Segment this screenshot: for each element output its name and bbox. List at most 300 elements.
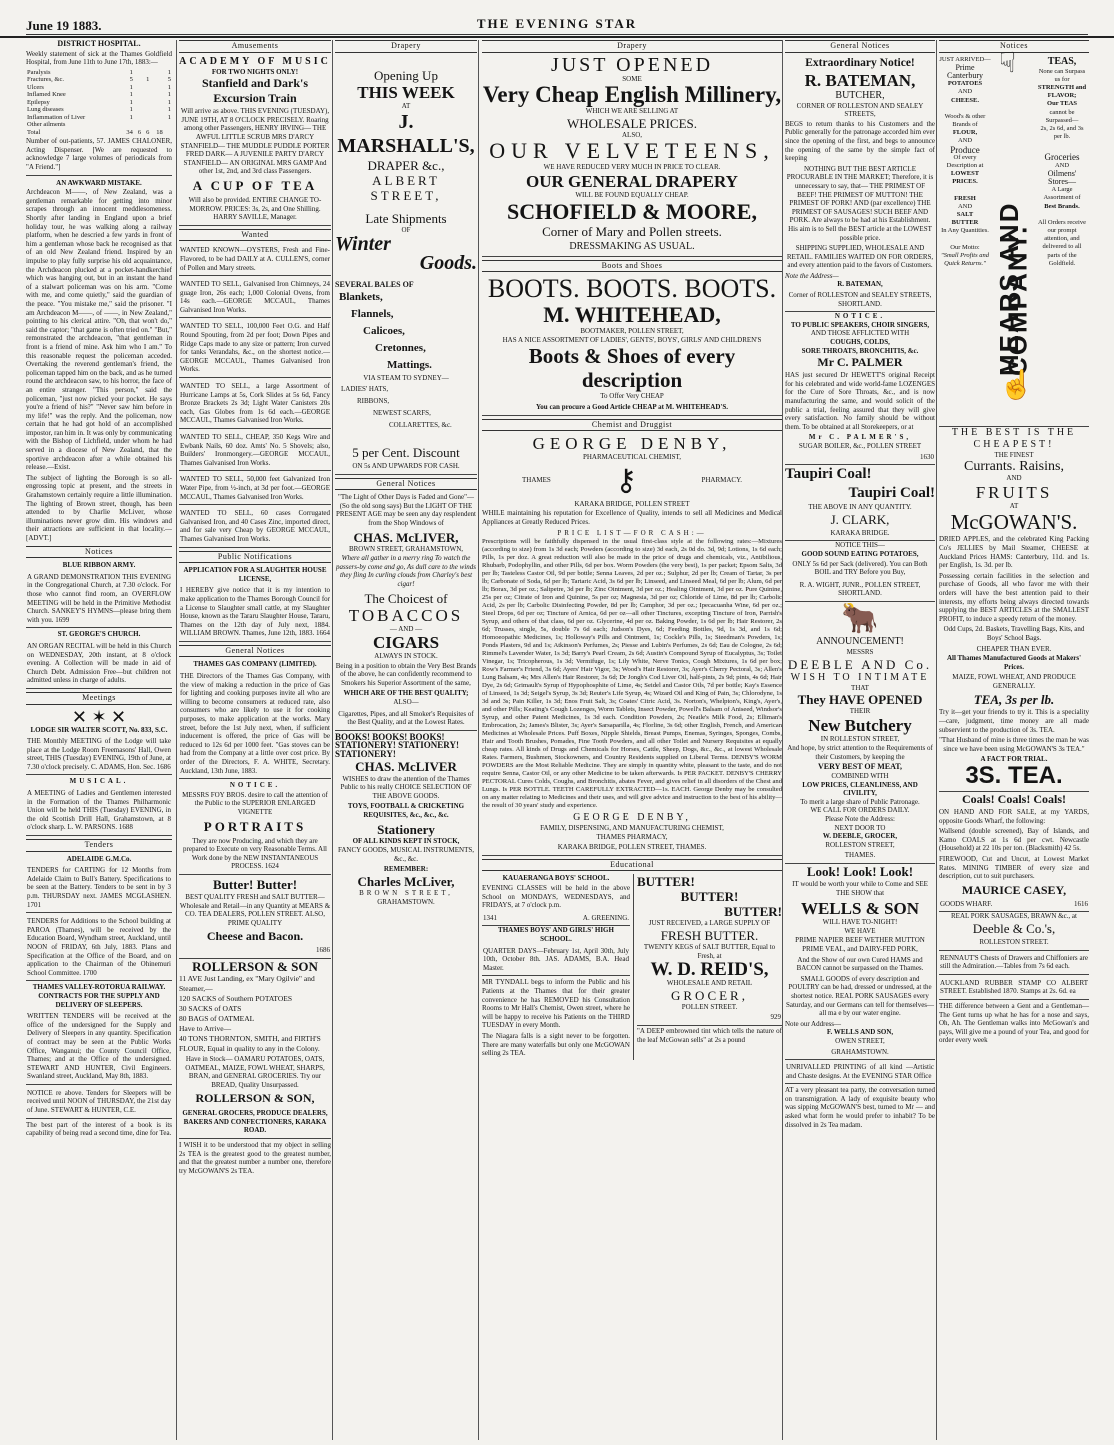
ad-number: 1630 xyxy=(785,451,935,466)
ad-line: TWENTY KEGS of SALT BUTTER, Equal to Fresh, at xyxy=(643,943,776,960)
ad-headline: J. MARSHALL'S, xyxy=(337,111,475,158)
count-cell xyxy=(150,84,163,92)
ad-line: COUGHS, COLDS, xyxy=(830,338,890,347)
count-cell: 5 xyxy=(129,76,133,84)
ad-line: Note the Address— xyxy=(785,271,839,280)
disease-cell: Ulcers xyxy=(27,83,44,91)
wanted-ad: WANTED TO SELL, 100,000 Feet O.G. and Half Round Spouting, from 2d per foot; Down Pipes and Ridge Caps made to any size or pattern; Iron curved for tanks Verandahs, &c., on the shortest notice.—GEORGE MCCAUL, Thames Galvanised Iron Works. xyxy=(179,320,331,378)
ad-line: AND xyxy=(957,202,973,210)
stock-list xyxy=(179,974,331,1054)
ad-line: BUTCHER, xyxy=(835,89,885,101)
mears-ad xyxy=(939,47,1089,427)
count-cell xyxy=(150,114,163,122)
ad-line: POTATOES xyxy=(947,80,983,88)
ad-headline: J. CLARK, xyxy=(830,511,890,527)
ad-line: W. DEEBLE, GROCER, xyxy=(822,832,898,841)
ad-headline: BOOTS. BOOTS. BOOTS. xyxy=(487,274,777,304)
disease-cell: Other ailments xyxy=(27,121,66,129)
ad-number: 1616 xyxy=(1074,899,1088,908)
ad-line: WE CALL FOR ORDERS DAILY. xyxy=(810,806,910,815)
ad-body: UNRIVALLED PRINTING of all kind —Artistic and Chaste designs. At the EVENING STAR Office xyxy=(785,1061,935,1084)
ad-line: AND xyxy=(957,137,973,145)
ad-body: RENNAUT'S Chests of Drawers and Chiffoniers are still the Admiration.—Tables from 7s 6d each. xyxy=(939,952,1089,975)
ad-body: FIREWOOD, Cut and Uncut, at Lowest Market Rates. MINING TIMBER of every size and description, cut to suit purchasers. xyxy=(939,855,1089,881)
notice-body: A MEETING of Ladies and Gentlemen interested in the Formation of the Thames Philharmonic Union will be held THIS (Tuesday) EVENING, in the old Scottish Drill Hall, Grahamstown, at 8 o'clock sharp. L. W. PARSONS. 1688 xyxy=(26,787,172,836)
school-sign xyxy=(482,912,630,927)
ad-line: 2s, 2s 6d, and 3s per lb. xyxy=(1040,125,1084,141)
ad-headline: Excursion Train xyxy=(213,91,297,106)
ad-line: Corner of Mary and Pollen streets. xyxy=(542,223,722,239)
filler-text: THE difference between a Gent and a Gentleman—The Gent turns up what he has for a nose and says, Oh, Ah. The Gentleman walks into McGowan's and pays, Will give me a pound of your Tea, and good for order every week xyxy=(939,1001,1089,1045)
ad-headline: CIGARS xyxy=(372,633,440,653)
filler-text: I WISH it to be understood that my object in selling 2s TEA is the greatest good to the greatest number, and that the greatest number a number one, therefore try McGOWAN'S 2s TEA. xyxy=(179,1141,331,1175)
table-row xyxy=(26,114,172,122)
ad-headline: R. BATEMAN, xyxy=(804,70,916,90)
ad-headline: OUR GENERAL DRAPERY xyxy=(526,171,738,191)
ad-body: Being in a position to obtain the Very Best Brands of the above, he can confidently recommend to Smokers his Superior Assortment of the same, xyxy=(335,661,477,687)
ad-headline: STATIONERY! STATIONERY! STATIONERY! xyxy=(335,740,459,760)
tender-subtitle: CONTRACTS FOR THE SUPPLY AND DELIVERY OF SLEEPERS. xyxy=(38,991,160,1009)
ad-line: DRESSMAKING AS USUAL. xyxy=(482,239,782,257)
count-cell: 1 xyxy=(129,113,133,121)
ad-number: 1341 xyxy=(483,913,497,922)
ad-line: R. A. WIGHT, JUNR., POLLEN STREET, SHORTLAND. xyxy=(785,579,935,602)
ad-line: FLAVOR; xyxy=(1047,92,1077,100)
count-cell: 1 xyxy=(146,76,150,84)
ad-body: All Thames Manufactured Goods at Makers' Prices. xyxy=(946,654,1082,671)
filler-text: AT a very pleasant tea party, the conversation turned on transmigration. A lady of exquisite beauty who was sipping McGOWAN'S best, turned to Mr — and asked what form he would prefer to inhabit? To be dissolved in 2s Tea madam. xyxy=(785,1086,935,1129)
ad-line: NOTICE THIS— xyxy=(835,541,885,550)
ad-headline: Taupiri Coal! xyxy=(848,485,935,502)
notice-body: AN ORGAN RECITAL will be held in this Church on WEDNESDAY, 20th instant, at 8 o'clock evening. A Collection will be made in aid of Church Debt. Admission Free—but children not admitted unless in charge of adults. xyxy=(26,640,172,689)
ad-line: JUST ARRIVED— xyxy=(939,55,991,63)
ad-body: Where all gather in a merry ring To watch the passers-by come and go, As dull care to the winds they fling In curling clouds from Charley's best cigar! xyxy=(336,554,476,588)
school-title: KAUAERANGA BOYS' SCHOOL. xyxy=(502,874,610,883)
ad-body: DRIED APPLES, and the celebrated King Packing Co's JELLIES by Mail Steamer, CHEESE at Auckland Prices HAMS: Canterbury, 11d. and 1s. per English, 1s. 3d. per lb. xyxy=(939,535,1089,570)
count-cell xyxy=(142,69,150,77)
ad-headline: BUTTER! xyxy=(637,874,695,890)
ad-line: GRAHAMSTOWN. xyxy=(785,1046,935,1061)
ad-line: TO PUBLIC SPEAKERS, CHOIR SINGERS, xyxy=(790,320,930,329)
ad-line: LOW PRICES, CLEANLINESS, AND CIVILITY, xyxy=(802,780,918,798)
disease-cell: Fractures, &c. xyxy=(27,76,65,84)
ad-number: 1686 xyxy=(179,944,331,959)
count-cell xyxy=(142,84,150,92)
ad-headline: FRUITS xyxy=(975,482,1053,502)
count-cell: 1 xyxy=(129,106,133,114)
ad-line: NEXT DOOR TO xyxy=(834,823,886,832)
ad-line: MESSRS xyxy=(846,647,874,656)
ad-line: VIA STEAM TO SYDNEY— xyxy=(363,374,449,383)
ad-headline: Stanfield and Dark's xyxy=(201,76,309,91)
count-cell xyxy=(142,106,150,114)
lighting-paragraph: The subject of lighting the Borough is so all-engrossing topic at present, and the streets in Grahamstown certainly require a little illumination. The lighting of Brown street, though, has been attended to by Charlie McLiver, whose illuminations never grow dim. His windows and their attractions are sufficient in that locality.—[ADVT.] xyxy=(26,473,172,542)
pharmacy-row xyxy=(482,462,782,500)
ad-line: AT xyxy=(401,101,411,110)
ad-line: A. GREENING. xyxy=(582,913,629,922)
ad-headline: CHAS. McLIVER, xyxy=(353,529,459,545)
hand-pointer-icon: ☝ xyxy=(999,369,1034,401)
count-cell xyxy=(142,114,150,122)
section-header-general: General Notices xyxy=(785,40,935,53)
ad-line: SALT xyxy=(956,211,974,219)
table-row xyxy=(26,84,172,92)
ad-line: CHEAPER THAN EVER. xyxy=(976,644,1052,653)
ad-line: FRESH xyxy=(954,194,976,202)
masthead xyxy=(0,0,1114,38)
divider xyxy=(26,175,172,176)
ad-body: Will arrive as above. THIS EVENING (TUESDAY), JUNE 19TH, AT 8 O'CLOCK PRECISELY. Roaring among other Passengers, HENRY IRVING— THE AWFUL LITTLE SCRUB MRS D'ARCY STANFIELD— THE MUDDLE PUDDLE PORTER FRED DARK— A JUVENILE PARTY D'ARCY STANFIELD— AN ORIGINAL MRS GAMP And other 1st, 2nd, and 3rd class Passengers. xyxy=(180,107,330,176)
count-cell xyxy=(164,121,172,129)
list-item: Calicoes, xyxy=(363,325,405,338)
hospital-title: DISTRICT HOSPITAL. xyxy=(57,40,141,48)
mears-title: MEARS AND COMPANY. xyxy=(994,201,1033,376)
ad-line: HAS A NICE ASSORTMENT OF LADIES', GENTS', BOYS', GIRLS' AND CHILDREN'S xyxy=(502,335,762,344)
list-item: RIBBONS, xyxy=(357,396,390,405)
ad-line: "Small Profits and Quick Returns." xyxy=(941,251,989,268)
section-header-tenders: Tenders xyxy=(26,839,172,852)
section-header-general: General Notices xyxy=(179,645,331,658)
disease-cell: Inflamed Knee xyxy=(27,91,66,99)
count-cell: 1 xyxy=(129,68,133,76)
table-row xyxy=(26,129,172,137)
ad-line: PRICE LIST—FOR CASH:— xyxy=(557,528,707,537)
count-cell xyxy=(121,121,134,129)
section-header-notices: Notices xyxy=(26,546,172,559)
ad-line: ALBERT STREET, xyxy=(370,173,442,204)
list-item: Cretonnes, xyxy=(375,342,426,355)
count-cell xyxy=(134,121,142,129)
ad-line: AND xyxy=(1006,474,1022,483)
ad-body: AUCKLAND RUBBER STAMP CO ALBERT STREET. Established 1870. Stamps at 2s. 6d. ea xyxy=(939,977,1089,1000)
section-header-meetings: Meetings xyxy=(26,692,172,705)
ad-headline: Taupiri Coal! xyxy=(785,466,872,483)
notice-body: I HEREBY give notice that it is my intention to make application to the Thames Borough Council for a License to Slaughter small cattle, at my Slaughter House, known as the Tararu Slaughter House, Tararu, Thames on the 12th day of July next, 1884. WILLIAM BROWN. Thames, June 12th, 1883. 1664 xyxy=(179,584,331,642)
ad-body: "That Husband of mine is three times the man he was since we have been using McGOWAN'S 3s TEA." xyxy=(939,736,1089,753)
ad-body: SMALL GOODS of every description and POULTRY can be had, dressed or undressed, at the shortest notice. REAL PORK SAUSAGES every Saturday, and our Germans can tell for themselves—all ma e by our water engine. xyxy=(785,974,935,1018)
ad-headline: The Choicest of xyxy=(364,590,448,606)
tender-title: ADELAIDE G.M.Co. xyxy=(66,854,132,863)
ad-headline: New Butchery xyxy=(808,715,912,735)
count-cell xyxy=(134,106,142,114)
ad-line: POLLEN STREET. xyxy=(681,1002,738,1011)
ad-line: AT xyxy=(1009,501,1019,510)
ad-line: CORNER OF ROLLESTON AND SEALEY STREETS, xyxy=(796,101,924,119)
ad-headline: OUR VELVETEENS, xyxy=(489,138,775,164)
ad-headline: TOBACCOS xyxy=(348,605,464,625)
ad-line: A FACT FOR TRIAL. xyxy=(980,755,1048,764)
disease-cell: Inflammation of Liver xyxy=(27,113,86,121)
list-item: 40 TONS THORNTON, SMITH, and FIRTH'S FLOUR, Equal in quality to any in the Colony. xyxy=(179,1033,321,1053)
count-cell: 6 xyxy=(146,128,150,136)
count-cell xyxy=(150,76,163,84)
ad-line: WE HAVE xyxy=(844,926,876,935)
list-item: COLLARETTES, &c. xyxy=(389,420,452,429)
column-3 xyxy=(332,40,479,1440)
column-2 xyxy=(176,40,333,1440)
ad-line: ON 5s AND UPWARDS FOR CASH. xyxy=(335,460,477,475)
ad-headline: Winter xyxy=(335,232,391,255)
count-cell xyxy=(150,121,163,129)
ad-headline: WHOLESALE PRICES. xyxy=(567,115,697,131)
lodge-title: LODGE SIR WALTER SCOTT, No. 833, S.C. xyxy=(30,725,168,734)
ad-line: THEIR xyxy=(849,707,871,716)
ad-headline: BUTTER! xyxy=(724,904,782,920)
school-body: MR TYNDALL begs to inform the Public and his Patients at the Thames that for their greater convenience he has REMOVED his Consultation Rooms to Mr Hall's Chemist, Owen street, where he will be happy to receive his Patients on the THIRD TUESDAY in every Month. xyxy=(482,978,630,1030)
lodge-body: THE Monthly MEETING of the Lodge will take place at the Lodge Room Freemasons' Hall, Owen street, THIS (Tuesday) EVENING, 19th of June, at 7.30 o'clock precisely. C. ADAMS, Hon. Sec. 1686 xyxy=(26,735,172,775)
ad-headline: Currants. Raisins, xyxy=(964,459,1064,475)
ad-headline: SCHOFIELD & MOORE, xyxy=(507,198,757,224)
ad-line: BROWN STREET, GRAHAMSTOWN, xyxy=(348,544,464,553)
ad-body: BEST QUALITY FRESH and SALT BUTTER—Wholesale and Retail—in any Quantity at MEARS & CO. TEA DEALERS, POLLEN STREET. ALSO, PRIME QUALITY xyxy=(179,892,331,927)
ad-headline: ROLLERSON & SON, xyxy=(195,1091,315,1106)
ad-line: BOOTMAKER, POLLEN STREET, xyxy=(580,327,684,336)
ad-headline: Deeble & Co.'s, xyxy=(972,920,1056,936)
ad-headline: ANNOUNCEMENT! xyxy=(816,635,904,647)
hospital-table xyxy=(26,69,172,137)
ad-body: "The Light of Other Days is Faded and Gone"— (So the old song says) But the LIGHT OF THE PRESENT AGE may be seen any day resplendent from the Shop Windows of xyxy=(335,493,477,527)
count-cell xyxy=(142,91,150,99)
ad-line: SORE THROATS, BRONCHITIS, &c. xyxy=(801,346,919,355)
hand-pointer-icon: ☟ xyxy=(999,47,1017,79)
section-header-notices: Notices xyxy=(939,40,1089,53)
notice-body: MESSRS FOY BROS. desire to call the attention of the Public to the SUPERIOR ENLARGED VIGNETTE xyxy=(182,790,328,816)
column-1 xyxy=(26,40,172,1440)
ad-line: THE FINEST xyxy=(994,450,1034,459)
list-item: Flannels, xyxy=(351,308,394,321)
ad-line: WISH TO INTIMATE xyxy=(790,671,930,683)
ad-line: AND xyxy=(1054,161,1070,169)
ad-line: THAMES. xyxy=(785,849,935,864)
count-cell: 18 xyxy=(156,128,163,136)
ad-line: Our TEAS xyxy=(1047,100,1077,108)
hat-list xyxy=(335,383,477,431)
ad-line: To Offer Very CHEAP xyxy=(600,392,664,401)
ad-line: BROWN STREET, xyxy=(359,888,453,897)
count-cell: 1 xyxy=(167,106,171,114)
notice-title: NOTICE. xyxy=(834,312,886,321)
ad-body: IT would be worth your while to Come and SEE THE SHOW that xyxy=(792,880,928,897)
count-cell xyxy=(150,99,163,107)
ad-number: 929 xyxy=(637,1011,782,1026)
ad-headline: GEORGE DENBY, xyxy=(532,434,732,454)
ad-headline: Goods. xyxy=(419,251,477,274)
ad-line: F. WELLS AND SON, xyxy=(826,1028,894,1037)
table-row xyxy=(26,91,172,99)
count-cell xyxy=(142,121,150,129)
notice-title: ST. GEORGE'S CHURCH. xyxy=(57,630,141,639)
ad-body: SHIPPING SUPPLIED, WHOLESALE AND RETAIL. FAMILIES WAITED ON FOR ORDERS, and every attention paid to the favors of Customers. xyxy=(786,244,934,270)
hospital-footnote: Number of out-patients, 57. JAMES CHALONER, Acting Dispenser. [We are requested to acknowledge 7 large volumes of periodicals from "A Friend."] xyxy=(26,137,172,172)
tender-body: TENDERS for Additions to the School building at PAROA (Thames), will be received by the Education Board, Wyndham street, Auckland, until NOON of FRIDAY, 6th July, 1883. Plans and Specification at the Office of the Board, and on application to the Chairman of the Ohinemuri School Committee. 1700 xyxy=(26,915,172,981)
notice-title: NOTICE. xyxy=(229,781,281,790)
ad-body: NOTHING BUT THE BEST ARTICLE PROCURABLE IN THE MARKET; Therefore, it is unnecessary to say, that— THE PRIMEST OF BEEF! THE PRIMEST OF MUTTON! THE PRIMEST OF PORK! AND (par excellence) THE PRIMEST OF SAUSAGES! SUCH BEEF AND PORK. Are always to be had at his Establishment. His aim is to Sell the BEST article at the LOWEST possible price. xyxy=(786,164,934,242)
ad-headline: M. WHITEHEAD, xyxy=(543,302,721,328)
count-cell: 1 xyxy=(167,83,171,91)
ad-line: Note our Address— xyxy=(785,1019,841,1028)
ad-line: THAMES xyxy=(522,476,551,485)
ad-headline: Extraordinary Notice! xyxy=(805,56,915,69)
newspaper-title: THE EVENING STAR xyxy=(476,16,638,31)
ad-headline: BUTTER! xyxy=(680,889,739,905)
ad-line: KARAKA BRIDGE, POLLEN STREET xyxy=(574,499,690,508)
list-item: Have to Arrive— xyxy=(179,1023,232,1033)
ad-sign xyxy=(939,898,1089,913)
ad-headline: 5 per Cent. Discount xyxy=(352,444,460,460)
ad-headline: Charles McLiver, xyxy=(357,873,455,889)
ad-headline: 3S. TEA. xyxy=(939,764,1089,792)
ad-line: Our Motto: xyxy=(950,243,980,251)
ad-headline: MAURICE CASEY, xyxy=(961,882,1067,897)
ad-line: OF xyxy=(401,226,411,235)
ad-line: GOODS WHARF. xyxy=(940,899,993,908)
article-title: AN AWKWARD MISTAKE. xyxy=(56,178,142,187)
ad-line: WHICH WE ARE SELLING AT xyxy=(585,107,679,116)
ad-body: Cigarettes, Pipes, and all Smoker's Requisites of the Best Quality, and at the Lowest Rates. xyxy=(335,708,477,731)
ad-body: ONLY 5s 6d per Sack (delivered). You can Both BOIL and TRY Before you Buy, xyxy=(792,559,928,577)
edu-right xyxy=(634,874,782,1059)
section-header-educational: Educational xyxy=(482,859,782,872)
table-row xyxy=(26,99,172,107)
notice-body: A GRAND DEMONSTRATION THIS EVENING in the Congregational Church, at 7.30 o'clock. For those who cannot find room, an OVERFLOW MEETING will be held in the Primitive Methodist Church. SANKEY'S HYMNS—please bring them with you. 1699 xyxy=(26,571,172,629)
school-body: EVENING CLASSES will be held in the above School on MONDAYS, WEDNESDAYS, and FRIDAYS, at 7 o'clock p.m. xyxy=(482,884,630,910)
count-cell xyxy=(134,84,142,92)
notice-body: THE Directors of the Thames Gas Company, with the view of making a reduction in the price of Gas for lighting and cooking purposes invite all who are willing to become consumers at reduced rate, also consumers who are likely to use it for cooking purposes, to make application at the works. Mary street, before the 1st July next, when, if sufficient inducement is offered, the price of Gas will be reduced to 12s 6d per 1000 feet. "Gas stoves can be had from the Company at a little over cost price. By order of the Directors, F. A. WHITE, Secretary. Auckland, 13th June, 1883. xyxy=(179,670,331,779)
ad-headline: Opening Up xyxy=(374,67,438,83)
ad-line: GRAHAMSTOWN. xyxy=(377,897,435,906)
notice-title: BLUE RIBBON ARMY. xyxy=(62,561,136,570)
ad-line: cannot be xyxy=(1049,108,1075,116)
section-header-boots: Boots and Shoes xyxy=(482,260,782,273)
ad-line: Corner of ROLLESTON and SEALEY STREETS, SHORTLAND. xyxy=(785,289,935,312)
ad-line: IN ROLLESTON STREET, xyxy=(820,734,900,743)
count-cell xyxy=(134,76,142,84)
count-cell: 1 xyxy=(167,113,171,121)
ad-line: BUTTER xyxy=(951,219,979,227)
section-header-wanted: Wanted xyxy=(179,229,331,242)
tender-body: NOTICE re above. Tenders for Sleepers will be received until NOON of THURSDAY, the 21st day of June. STEWART & HUNTER, C.E. xyxy=(26,1087,172,1119)
ad-line: VERY BEST OF MEAT, xyxy=(817,762,903,772)
notice-title: THAMES GAS COMPANY (LIMITED). xyxy=(193,660,317,669)
ad-line: THAT xyxy=(851,683,869,692)
count-cell xyxy=(164,129,172,137)
count-cell xyxy=(134,91,142,99)
wanted-ad: WANTED TO SELL, 60 cases Corrugated Galvanised Iron, and 40 Cases Zinc, imported direct, and for sale very Cheap by GEORGE MCCAUL, Thames Galvanised Iron Works. xyxy=(179,507,331,547)
ad-line: KARAKA BRIDGE. xyxy=(785,527,935,542)
hospital-intro: Weekly statement of sick at the Thames Goldfield Hospital, from June 11th to June 17th, 1883:— xyxy=(26,49,172,67)
ad-line: PHARMACEUTICAL CHEMIST, xyxy=(582,453,681,462)
count-cell: 1 xyxy=(129,91,133,99)
ad-line: Of every Description at xyxy=(946,153,984,170)
ad-line: In Any Quantities. xyxy=(941,227,989,235)
ad-body: WHILE maintaining his reputation for Excellence of Quality, intends to sell all Medicines and Medical Appliances at Greatly Reduced Prices. xyxy=(482,509,782,526)
ad-line: SUGAR BOILER, &c., POLLEN STREET xyxy=(798,441,922,450)
ad-line: ALSO— xyxy=(393,698,419,707)
wanted-ad: WANTED TO SELL, a large Assortment of Hurricane Lamps at 5s, Cork Slides at 5s 6d, Fancy Bronze Brackets 2s 3d; Light Water Canisters 20s each, Gas Globes from 1s 6d each.—GEORGE MCCAUL, Thames Galvanised Iron Works. xyxy=(179,380,331,429)
list-item: 11 AVE Just Landing, ex "Mary Ogilvie" and Steamer,— xyxy=(179,973,315,993)
ad-headline: GROCER, xyxy=(671,987,748,1003)
table-row xyxy=(26,69,172,77)
ad-body: MAIZE, FOWL WHEAT, AND PRODUCE GENERALLY. xyxy=(952,673,1076,690)
ad-headline: TEA, 3s per lb. xyxy=(973,692,1055,708)
table-row xyxy=(26,76,172,84)
ad-headline: FRESH BUTTER. xyxy=(660,928,759,944)
ad-line: Surpassed— xyxy=(1045,116,1079,124)
tender-body: TENDERS for CARTING for 12 Months from Adelaide Claim to Bull's Battery. Specifications to be seen at the Battery. Tenders to be sent in by 3 p.m. THURSDAY next. JAMES MCGLASHEN. 1701 xyxy=(26,864,172,913)
ad-line: SEVERAL BALES OF xyxy=(335,279,414,289)
ad-headline: Mr C. PALMER xyxy=(817,355,903,370)
mears-right-list xyxy=(1037,56,1087,268)
count-cell: 34 xyxy=(126,128,133,136)
ad-line: ROLLESTON STREET. xyxy=(939,936,1089,951)
list-item: Blankets, xyxy=(339,291,383,304)
list-item: Mattings. xyxy=(387,359,432,372)
ad-body: PRIME NAPIER BEEF WETHER MUTTON PRIME VEAL, and DAIRY-FED PORK, xyxy=(795,936,925,953)
ad-body: Will also be provided. ENTIRE CHANGE TO-MORROW. PRICES: 3s, 2s, and One Shilling. HARRY SAVILLE, Manager. xyxy=(179,194,331,226)
ad-body: GENERAL GROCERS, PRODUCE DEALERS, BAKERS AND CONFECTIONERS, KARAKA ROAD. xyxy=(179,1107,331,1139)
ad-line: ALWAYS IN STOCK. xyxy=(374,652,438,661)
ad-line: WILL BE FOUND EQUALLY CHEAP. xyxy=(575,190,689,199)
count-cell: 1 xyxy=(167,91,171,99)
ad-body: Odd Cups, 2d. Baskets, Travelling Bags, Kits, and Boys' School Bags. xyxy=(943,625,1085,642)
notice-title: MUSICAL. xyxy=(69,777,129,786)
filler-text: "A DEEP embrowned tint which tells the nature of the leaf McGowan sells" at 2s a pound xyxy=(637,1027,782,1044)
ad-line: WHICH ARE OF THE BEST QUALITY; xyxy=(343,689,469,698)
section-header-drapery: Drapery xyxy=(335,40,477,53)
count-cell xyxy=(150,69,163,77)
ad-headline: Very Cheap English Millinery, xyxy=(482,82,782,108)
ad-headline: CHAS. McLIVER xyxy=(355,758,457,774)
count-cell: 1 xyxy=(167,68,171,76)
ad-headline: PORTRAITS xyxy=(203,818,307,834)
ad-title: ACADEMY OF MUSIC xyxy=(179,55,331,67)
school-body: QUARTER DAYS—February 1st, April 30th, July 10th, October 8th. JAS. ADAMS, B.A. Head Master. xyxy=(482,945,630,977)
ad-line: PHARMACY. xyxy=(701,476,742,485)
list-item: 80 BAGS of OATMEAL xyxy=(179,1013,255,1023)
mears-left-list xyxy=(939,56,991,269)
ad-line: OF ALL KINDS KEPT IN STOCK, xyxy=(352,836,460,845)
wanted-ad: WANTED TO SELL, 50,000 feet Galvanized Iron Water Pipe, from ½-inch, at 3d per foot.—GEORGE MCCAUL, Thames Galvanised Iron Works. xyxy=(179,473,331,505)
count-cell: 1 xyxy=(129,83,133,91)
ad-line: WHOLESALE AND RETAIL xyxy=(666,979,753,988)
ad-line: Oilmens' Stores— xyxy=(1047,168,1077,187)
article-body: Archdeacon M——, of New Zealand, was a gentleman remarkable for getting into minor scrapes through an innocent meddlesomeness. Shortly after landing in England upon a brief holiday tour, he was walking along a railway platform, when he descried a few yards in front of him a gentleman whose back he recognised as that of an old New Zealand friend. Inspired by an impulse to play fully surprise his old acquaintance, the Archdeacon plucked at a pocket-handkerchief which was hanging out, but in an instant the hand of a stalwart policeman was on his arm. "Come with me, and come quietly," said the guardian of the peace. "You mistake me," said the prisoner. "I am Archdeacon M——, of ——, in New Zealand," pointing to his clerical attire. "Oh, that won't do," said the captor; "that game is often tried on." "But," remonstrated the archdeacon, "that gentleman in front is a friend of mine. Ask him who I am." To this reasonable request the policeman acceded. Overtaking the reverend gentleman's friend, the policeman tapped him on the back, and as he turned round the archdeacon saw, to his horror, the face of an entire stranger. "This person," said the policeman, "just now picked your pocket. He says you're a friend of his?" "Never saw him before in my life!" was the reply. And the policeman, now certain that he had got hold of an accomplished impostor, ran him in. It was only by communicating with the Bishop of Lichfield, under whom he had served in a diocese of New Zealand, that the sportive archdeacon after a while obtained his release.—Exist. xyxy=(26,188,172,472)
ad-line: AND THOSE AFFLICTED WITH xyxy=(810,329,910,338)
ad-line: Groceries xyxy=(1044,152,1080,163)
edu-row xyxy=(482,874,782,1059)
ad-line: JUST RECEIVED, a LARGE SUPPLY OF xyxy=(648,919,771,928)
ad-headline: Coals! Coals! Coals! xyxy=(962,792,1066,807)
section-header-general: General Notices xyxy=(335,478,477,491)
ad-line: Best Brands. xyxy=(1044,202,1080,210)
disease-cell: Paralysis xyxy=(27,68,51,76)
wanted-ad: WANTED KNOWN—OYSTERS, Fresh and Fine-Flavored, to be had DAILY at A. CULLEN'S, corner of Pollen and Mary streets. xyxy=(179,244,331,276)
ad-line: ROLLESTON STREET, xyxy=(825,840,895,849)
edu-left xyxy=(482,874,634,1059)
table-row xyxy=(26,106,172,114)
ad-headline: THE BEST IS THE CHEAPEST! xyxy=(951,426,1077,450)
ad-line: WE HAVE REDUCED VERY MUCH IN PRICE TO CLEAR. xyxy=(543,163,721,172)
wanted-ad: WANTED TO SELL, Galvanised Iron Chimneys, 24 guage Iron, 26s each; 1,000 Colonial Ovens, from 14s each.—GEORGE MCCAUL, Thames Galvanised Iron Works. xyxy=(179,278,331,318)
ad-headline: Boots & Shoes of every description xyxy=(528,344,736,393)
count-cell xyxy=(134,69,142,77)
ad-line: Produce xyxy=(950,144,980,155)
column-4 xyxy=(478,40,785,1440)
ad-body: FANCY GOODS, MUSICAL INSTRUMENTS, &c., &c. xyxy=(337,846,475,863)
ad-line: KARAKA BRIDGE, POLLEN STREET, THAMES. xyxy=(482,841,782,856)
ad-line: Wood's & other Brands of xyxy=(944,112,986,129)
ad-line: Mr C. PALMER'S, xyxy=(808,433,912,442)
